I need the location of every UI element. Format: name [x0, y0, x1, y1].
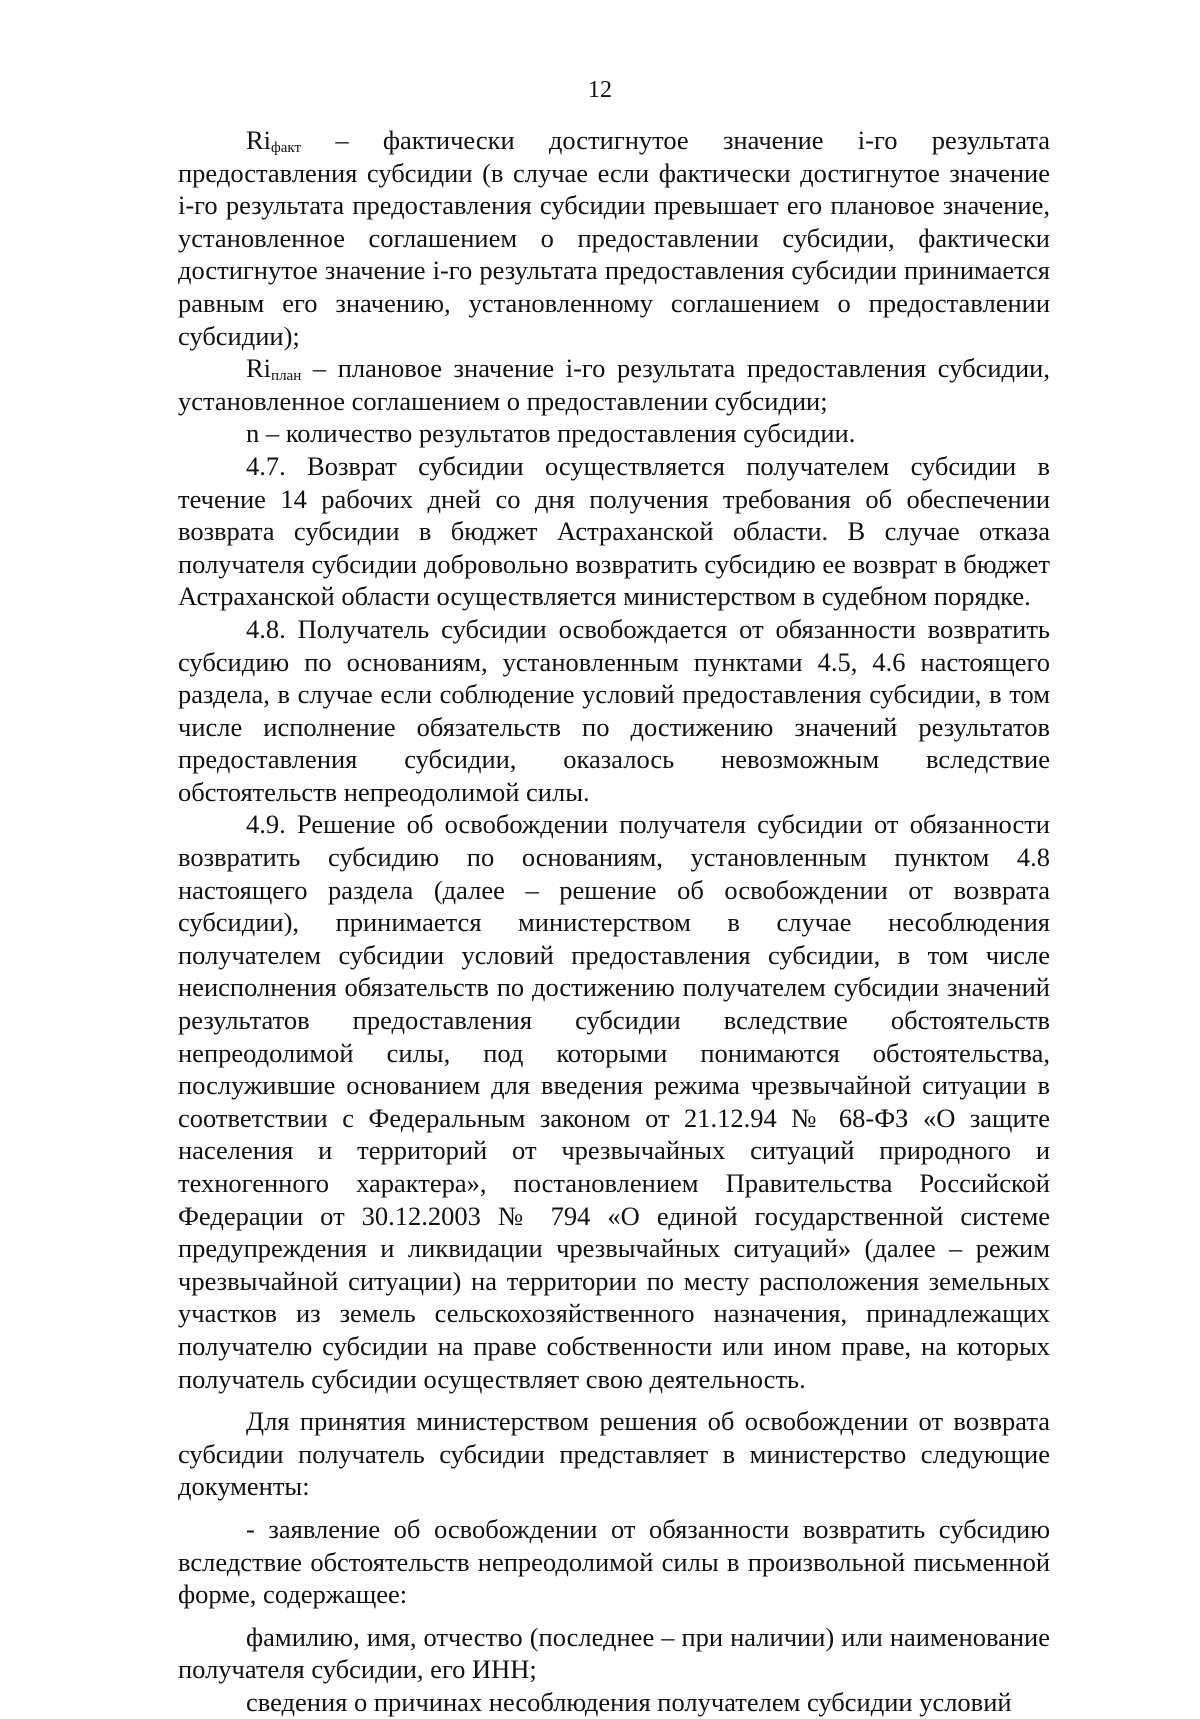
paragraph-ri-plan	[178, 352, 1050, 417]
paragraph-documents-intro: Для принятия министерством решения об освобождении от возврата субсидии получатель субсидии представляет в министерство следующие документы:	[178, 1406, 1050, 1502]
paragraph-4-7: 4.7. Возврат субсидии осуществляется получателем субсидии в течение 14 рабочих дней со дня получения требования об обеспечении возврата субсидии в бюджет Астраханской области. В случае отказа получателя субсидии добровольно возвратить субсидию ее возврат в бюджет Астраханской области осуществляется министерством в судебном порядке.	[178, 450, 1050, 612]
paragraph-4-9: 4.9. Решение об освобождении получателя субсидии от обязанности возвратить субсидию по основаниям, установленным пунктом 4.8 настоящего раздела (далее – решение об освобождении от возврата субсидии), принимается министерством в случае несоблюдения получателем субсидии условий предоставления субсидии, в том числе неисполнения обязательств по достижению получателем субсидии значений результатов предоставления субсидии вследствие обстоятельств непреодолимой силы, под которыми понимаются обстоятельства, послужившие основанием для введения режима чрезвычайной ситуации в соответствии с Федеральным законом от 21.12.94 № 68-ФЗ «О защите населения и территорий от чрезвычайных ситуаций природного и техногенного характера», постановлением Правительства Российской Федерации от 30.12.2003 № 794 «О единой государственной системе предупреждения и ликвидации чрезвычайных ситуаций» (далее – режим чрезвычайной ситуации) на территории по месту расположения земельных участков из земель сельскохозяйственного назначения, принадлежащих получателю субсидии на праве собственности или ином праве, на которых получатель субсидии осуществляет свою деятельность.	[178, 809, 1050, 1394]
ri-plan-text: – плановое значение i-го результата предоставления субсидии, установленное соглашением о предоставлении субсидии;	[178, 353, 1050, 416]
paragraph-4-8: 4.8. Получатель субсидии освобождается от обязанности возвратить субсидию по основаниям, установленным пунктами 4.5, 4.6 настоящего раздела, в случае если соблюдение условий предоставления субсидии, в том числе исполнение обязательств по достижению значений результатов предоставления субсидии, оказалось невозможным вследствие обстоятельств непреодолимой силы.	[178, 613, 1050, 807]
paragraph-application: - заявление об освобождении от обязанности возвратить субсидию вследствие обстоятельств непреодолимой силы в произвольной письменной форме, содержащее:	[178, 1513, 1050, 1610]
page-number: 12	[588, 77, 612, 103]
paragraph-ri-fact	[178, 124, 1050, 352]
ri-symbol: Ri	[246, 125, 272, 155]
ri-fact-text: – фактически достигнутое значение i-го результата предоставления субсидии (в случае если фактически достигнутое значение i-го результата предоставления субсидии превышает его плановое значение, установленное соглашением о предоставлении субсидии, фактически достигнутое значение i-го результата предоставления субсидии принимается равным его значению, установленному соглашением о предоставлении субсидии);	[178, 125, 1050, 351]
ri-subscript-fact: факт	[271, 140, 302, 156]
document-body	[178, 124, 1050, 1719]
ri-symbol: Ri	[246, 353, 272, 384]
paragraph-full-name: фамилию, имя, отчество (последнее – при наличии) или наименование получателя субсидии, его ИНН;	[178, 1621, 1050, 1685]
ri-subscript-plan: план	[271, 368, 302, 385]
paragraph-n-count: n – количество результатов предоставления субсидии.	[246, 418, 856, 449]
paragraph-reasons: сведения о причинах несоблюдения получателем субсидии условий	[246, 1686, 1012, 1717]
